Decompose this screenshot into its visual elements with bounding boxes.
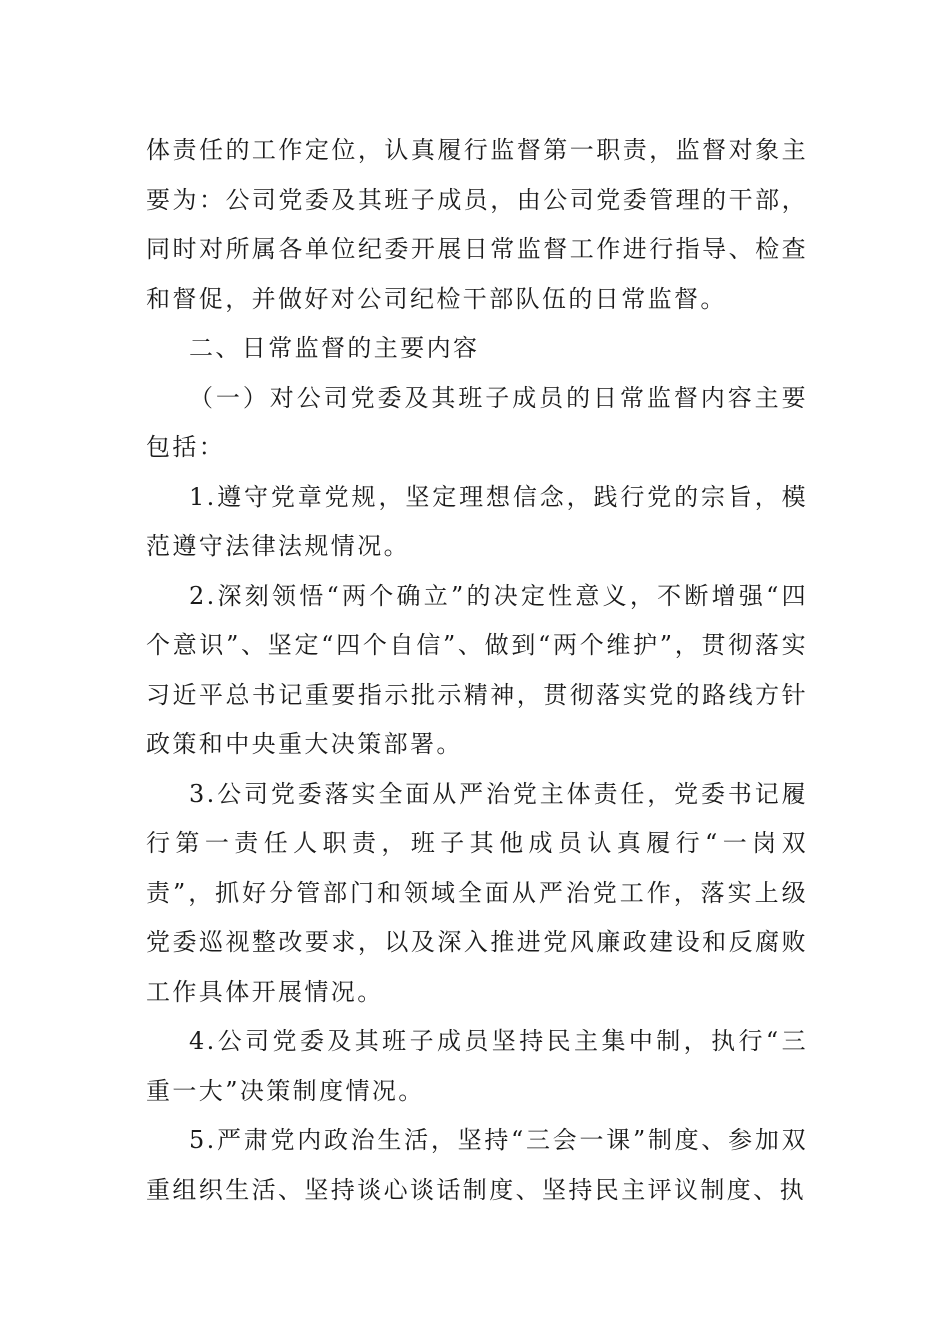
section-heading-2: 二、日常监督的主要内容 <box>189 334 480 362</box>
list-item-2: 2.深刻领悟“两个确立”的决定性意义，不断增强“四个意识”、坚定“四个自信”、做到“两个维护”，贯彻落实习近平总书记重要指示批示精神，贯彻落实党的路线方针政策和中央重大决策部署。 <box>146 581 808 758</box>
list-item-4: 4.公司党委及其班子成员坚持民主集中制，执行“三重一大”决策制度情况。 <box>146 1027 808 1105</box>
list-item-5: 5.严肃党内政治生活，坚持“三会一课”制度、参加双重组织生活、坚持谈心谈话制度、坚持民主评议制度、执 <box>146 1126 808 1204</box>
paragraph-continuation: 体责任的工作定位，认真履行监督第一职责，监督对象主要为：公司党委及其班子成员，由公司党委管理的干部，同时对所属各单位纪委开展日常监督工作进行指导、检查和督促，并做好对公司纪检干部队伍的日常监督。 <box>146 136 808 313</box>
list-item-3: 3.公司党委落实全面从严治党主体责任，党委书记履行第一责任人职责，班子其他成员认真履行“一岗双责”，抓好分管部门和领域全面从严治党工作，落实上级党委巡视整改要求，以及深入推进党风廉政建设和反腐败工作具体开展情况。 <box>146 779 808 1006</box>
subsection-heading-1: （一）对公司党委及其班子成员的日常监督内容主要包括： <box>146 383 808 461</box>
list-item-1: 1.遵守党章党规，坚定理想信念，践行党的宗旨，模范遵守法律法规情况。 <box>146 482 808 560</box>
document-page <box>146 126 808 1215</box>
